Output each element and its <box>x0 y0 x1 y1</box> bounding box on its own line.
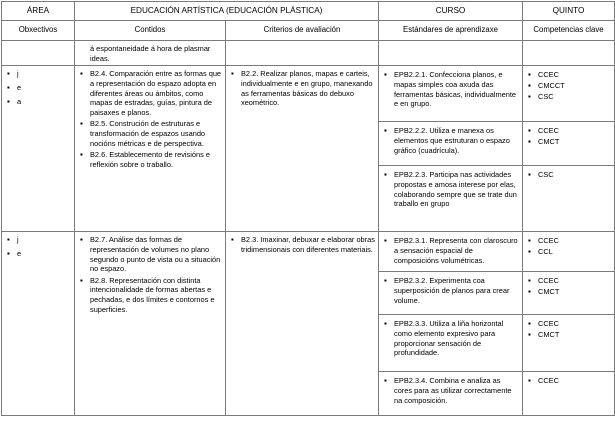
content-item: ▪ B2.4. Comparación entre as formas que a representación do espazo adopta en diferentes áreas ou ámbitos, como mapas de estradas, guías, pintura de paisaxes e planos. <box>90 69 222 117</box>
competencies-cell <box>523 66 615 232</box>
competency-group <box>523 166 614 231</box>
criteria-cell <box>226 232 379 416</box>
objective-item: ▪ e <box>17 83 71 93</box>
content-item: ▪ B2.8. Representación con distinta intencionalidade de formas abertas e pechadas, e dos límites e contornos e superficies. <box>90 276 222 314</box>
competency-group <box>523 232 614 272</box>
col-competencias: Competencias clave <box>523 20 615 41</box>
standards-cell <box>379 232 523 416</box>
competency-item: ▪ CCL <box>538 247 611 257</box>
criterion-item: ▪ B2.3. Imaxinar, debuxar e elaborar obras tridimensionais con diferentes materiais. <box>241 235 375 254</box>
competency-item: ▪ CCEC <box>538 319 611 329</box>
table-row <box>2 232 615 416</box>
content-text: á espontaneidade á hora de plasmar ideas. <box>90 44 211 63</box>
contents-cell <box>75 232 226 416</box>
competency-item: ▪ CCEC <box>538 236 611 246</box>
objective-item: ▪ a <box>17 97 71 107</box>
standard-item <box>379 122 522 166</box>
competency-item: ▪ CMCT <box>538 287 611 297</box>
competency-group <box>523 66 614 122</box>
standard-item <box>379 372 522 415</box>
competencies-cell <box>523 41 615 66</box>
competency-group <box>523 122 614 166</box>
col-obxectivos: Obxectivos <box>2 20 75 41</box>
standard-text: ▪ EPB2.2.2. Utiliza e manexa os elementos que estruturan o espazo gráfico (cuadrícula). <box>394 126 519 155</box>
objective-item: ▪ e <box>17 249 71 259</box>
competency-item: ▪ CSC <box>538 170 611 180</box>
criterion-item: ▪ B2.2. Realizar planos, mapas e carteis, individualmente e en grupo, manexando as ferramentas básicas do debuxo xeométrico. <box>241 69 375 107</box>
criteria-cell <box>226 41 379 66</box>
objective-item: ▪ j <box>17 69 71 79</box>
header-row <box>2 2 615 21</box>
col-criterios: Criterios de avaliación <box>226 20 379 41</box>
subject-title: EDUCACIÓN ARTÍSTICA (EDUCACIÓN PLÁSTICA) <box>75 2 379 21</box>
objectives-cell <box>2 41 75 66</box>
content-item: ▪ B2.7. Análise das formas de representación de volumes no plano segundo o punto de vista ou a situación no espazo. <box>90 235 222 273</box>
standard-item <box>379 315 522 372</box>
competency-item: ▪ CCEC <box>538 126 611 136</box>
standards-cell <box>379 66 523 232</box>
curso-value: QUINTO <box>523 2 615 21</box>
competency-item: ▪ CCEC <box>538 276 611 286</box>
col-contidos: Contidos <box>75 20 226 41</box>
table-row <box>2 41 615 66</box>
curso-label: CURSO <box>379 2 523 21</box>
standard-text: ▪ EPB2.3.2. Experimenta coa superposición de planos para crear volume. <box>394 276 519 305</box>
content-item: ▪ B2.6. Establecemento de revisións e reflexión sobre o traballo. <box>90 150 222 169</box>
competency-item: ▪ CMCT <box>538 137 611 147</box>
competency-item: ▪ CSC <box>538 92 611 102</box>
standard-text: ▪ EPB2.3.4. Combina e analiza as cores para as utilizar correctamente na composición. <box>394 376 519 405</box>
competency-item: ▪ CCEC <box>538 70 611 80</box>
contents-cell <box>75 66 226 232</box>
competency-item: ▪ CMCCT <box>538 81 611 91</box>
table-row <box>2 66 615 232</box>
criteria-cell <box>226 66 379 232</box>
standard-item <box>379 232 522 272</box>
standard-text: ▪ EPB2.3.3. Utiliza a liña horizontal como elemento expresivo para proporcionar sensación de profundidade. <box>394 319 519 357</box>
col-estandares: Estándares de aprendizaxe <box>379 20 523 41</box>
competency-item: ▪ CCEC <box>538 376 611 386</box>
standard-item <box>379 66 522 122</box>
competency-group <box>523 372 614 415</box>
objectives-cell <box>2 232 75 416</box>
competency-group <box>523 315 614 372</box>
competencies-cell <box>523 232 615 416</box>
competency-item: ▪ CMCT <box>538 330 611 340</box>
curriculum-table <box>1 1 615 416</box>
area-label: ÁREA <box>2 2 75 21</box>
standard-text: ▪ EPB2.3.1. Representa con claroscuro a sensación espacial de composicións volumétricas. <box>394 236 519 265</box>
standard-item <box>379 272 522 315</box>
content-item: ▪ B2.5. Construción de estruturas e transformación de espazos usando nocións métricas e de perspectiva. <box>90 119 222 148</box>
objective-item: ▪ j <box>17 235 71 245</box>
contents-cell <box>75 41 226 66</box>
column-header-row <box>2 20 615 41</box>
standard-item <box>379 166 522 231</box>
standards-cell <box>379 41 523 66</box>
standard-text: ▪ EPB2.2.3. Participa nas actividades propostas e amosa interese por elas, colaborando sempre que se trate dun traballo en grupo <box>394 170 519 208</box>
objectives-cell <box>2 66 75 232</box>
competency-group <box>523 272 614 315</box>
standard-text: ▪ EPB2.2.1. Confecciona planos, e mapas simples coa axuda das ferramentas básicas, individualmente e en grupo. <box>394 70 519 108</box>
